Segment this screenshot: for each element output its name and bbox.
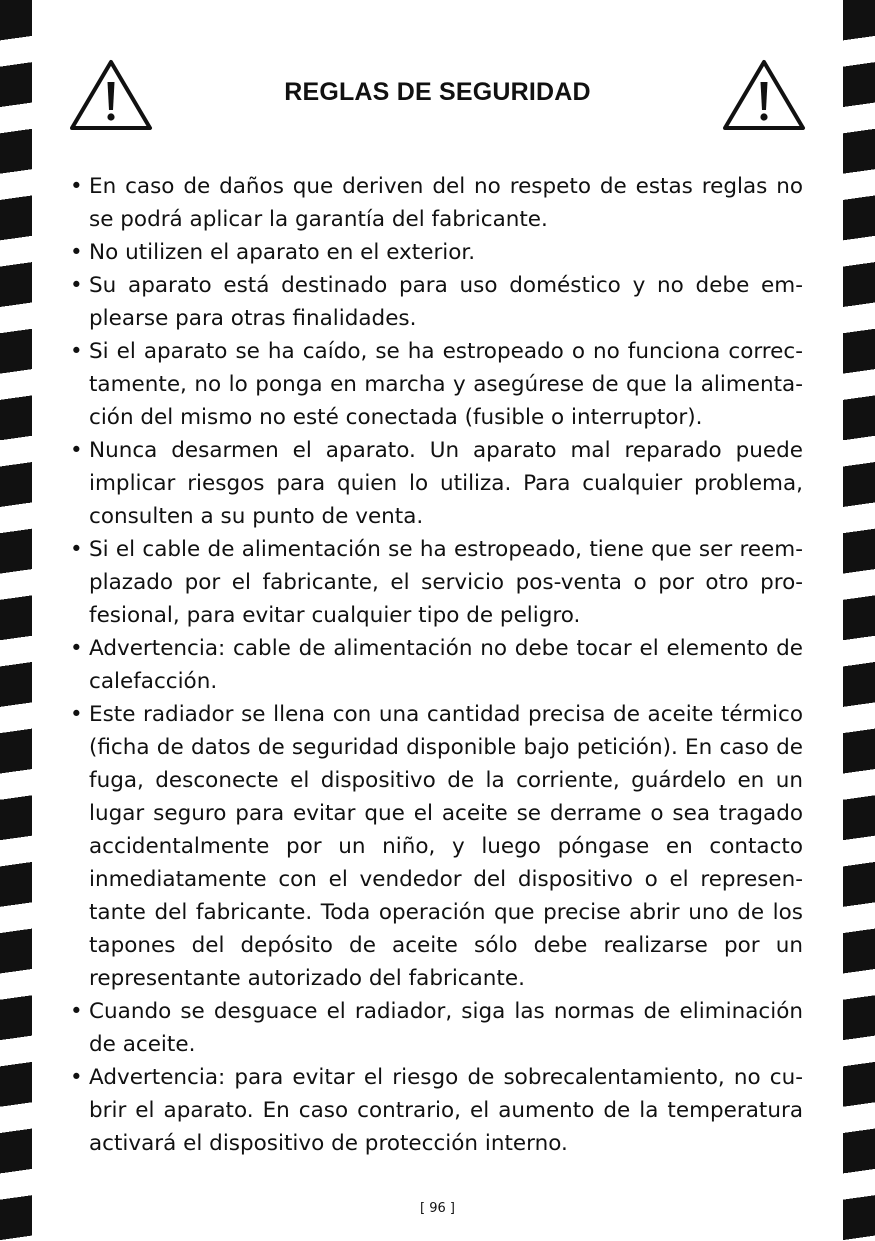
page-number: [ 96 ] bbox=[420, 1201, 455, 1216]
right-hazard-stripe bbox=[843, 0, 875, 1241]
rule-item: • Advertencia: cable de alimentación no debe tocar el elemento de calefacción. bbox=[68, 632, 803, 698]
rule-item: • No utilizen el aparato en el exterior. bbox=[68, 236, 803, 269]
rule-item: • Advertencia: para evitar el riesgo de sobrecalentamiento, no cubrir el aparato. En caso contrario, el aumento de la temperatura activará el dispositivo de protección interno. bbox=[68, 1061, 803, 1160]
rule-item: • Nunca desarmen el aparato. Un aparato mal reparado puede implicar riesgos para quien lo utiliza. Para cualquier problema, consulten a su punto de venta. bbox=[68, 434, 803, 533]
page-title: REGLAS DE SEGURIDAD bbox=[284, 78, 591, 106]
left-hazard-stripe bbox=[0, 0, 32, 1241]
safety-rules-list bbox=[68, 170, 803, 1160]
rule-item: • Si el cable de alimentación se ha estropeado, tiene que ser reemplazado por el fabricante, el servicio pos-venta o por otro profesional, para evitar cualquier tipo de peligro. bbox=[68, 533, 803, 632]
rule-item: • Cuando se desguace el radiador, siga las normas de eliminación de aceite. bbox=[68, 995, 803, 1061]
rule-item: • En caso de daños que deriven del no respeto de estas reglas no se podrá aplicar la garantía del fabricante. bbox=[68, 170, 803, 236]
rule-item: • Este radiador se llena con una cantidad precisa de aceite térmico (ficha de datos de seguridad disponible bajo petición). En caso de fuga, desconecte el dispositivo de la corriente, guárdelo en un lugar seguro para evitar que el aceite se derrame o sea tragado accidentalmente por un niño, y luego póngase en contacto inmediatamente con el vendedor del dispositivo o el representante del fabricante. Toda operación que precise abrir uno de los tapones del depósito de aceite sólo debe realizarse por un representante autorizado del fabricante. bbox=[68, 698, 803, 995]
rule-item: • Su aparato está destinado para uso doméstico y no debe emplearse para otras finalidades. bbox=[68, 269, 803, 335]
safety-rules-section bbox=[68, 170, 803, 1160]
rule-item: • Si el aparato se ha caído, se ha estropeado o no funciona correctamente, no lo ponga en marcha y asegúrese de que la alimentación del mismo no esté conectada (fusible o interruptor). bbox=[68, 335, 803, 434]
page-header bbox=[68, 58, 807, 134]
warning-icon bbox=[721, 58, 807, 132]
